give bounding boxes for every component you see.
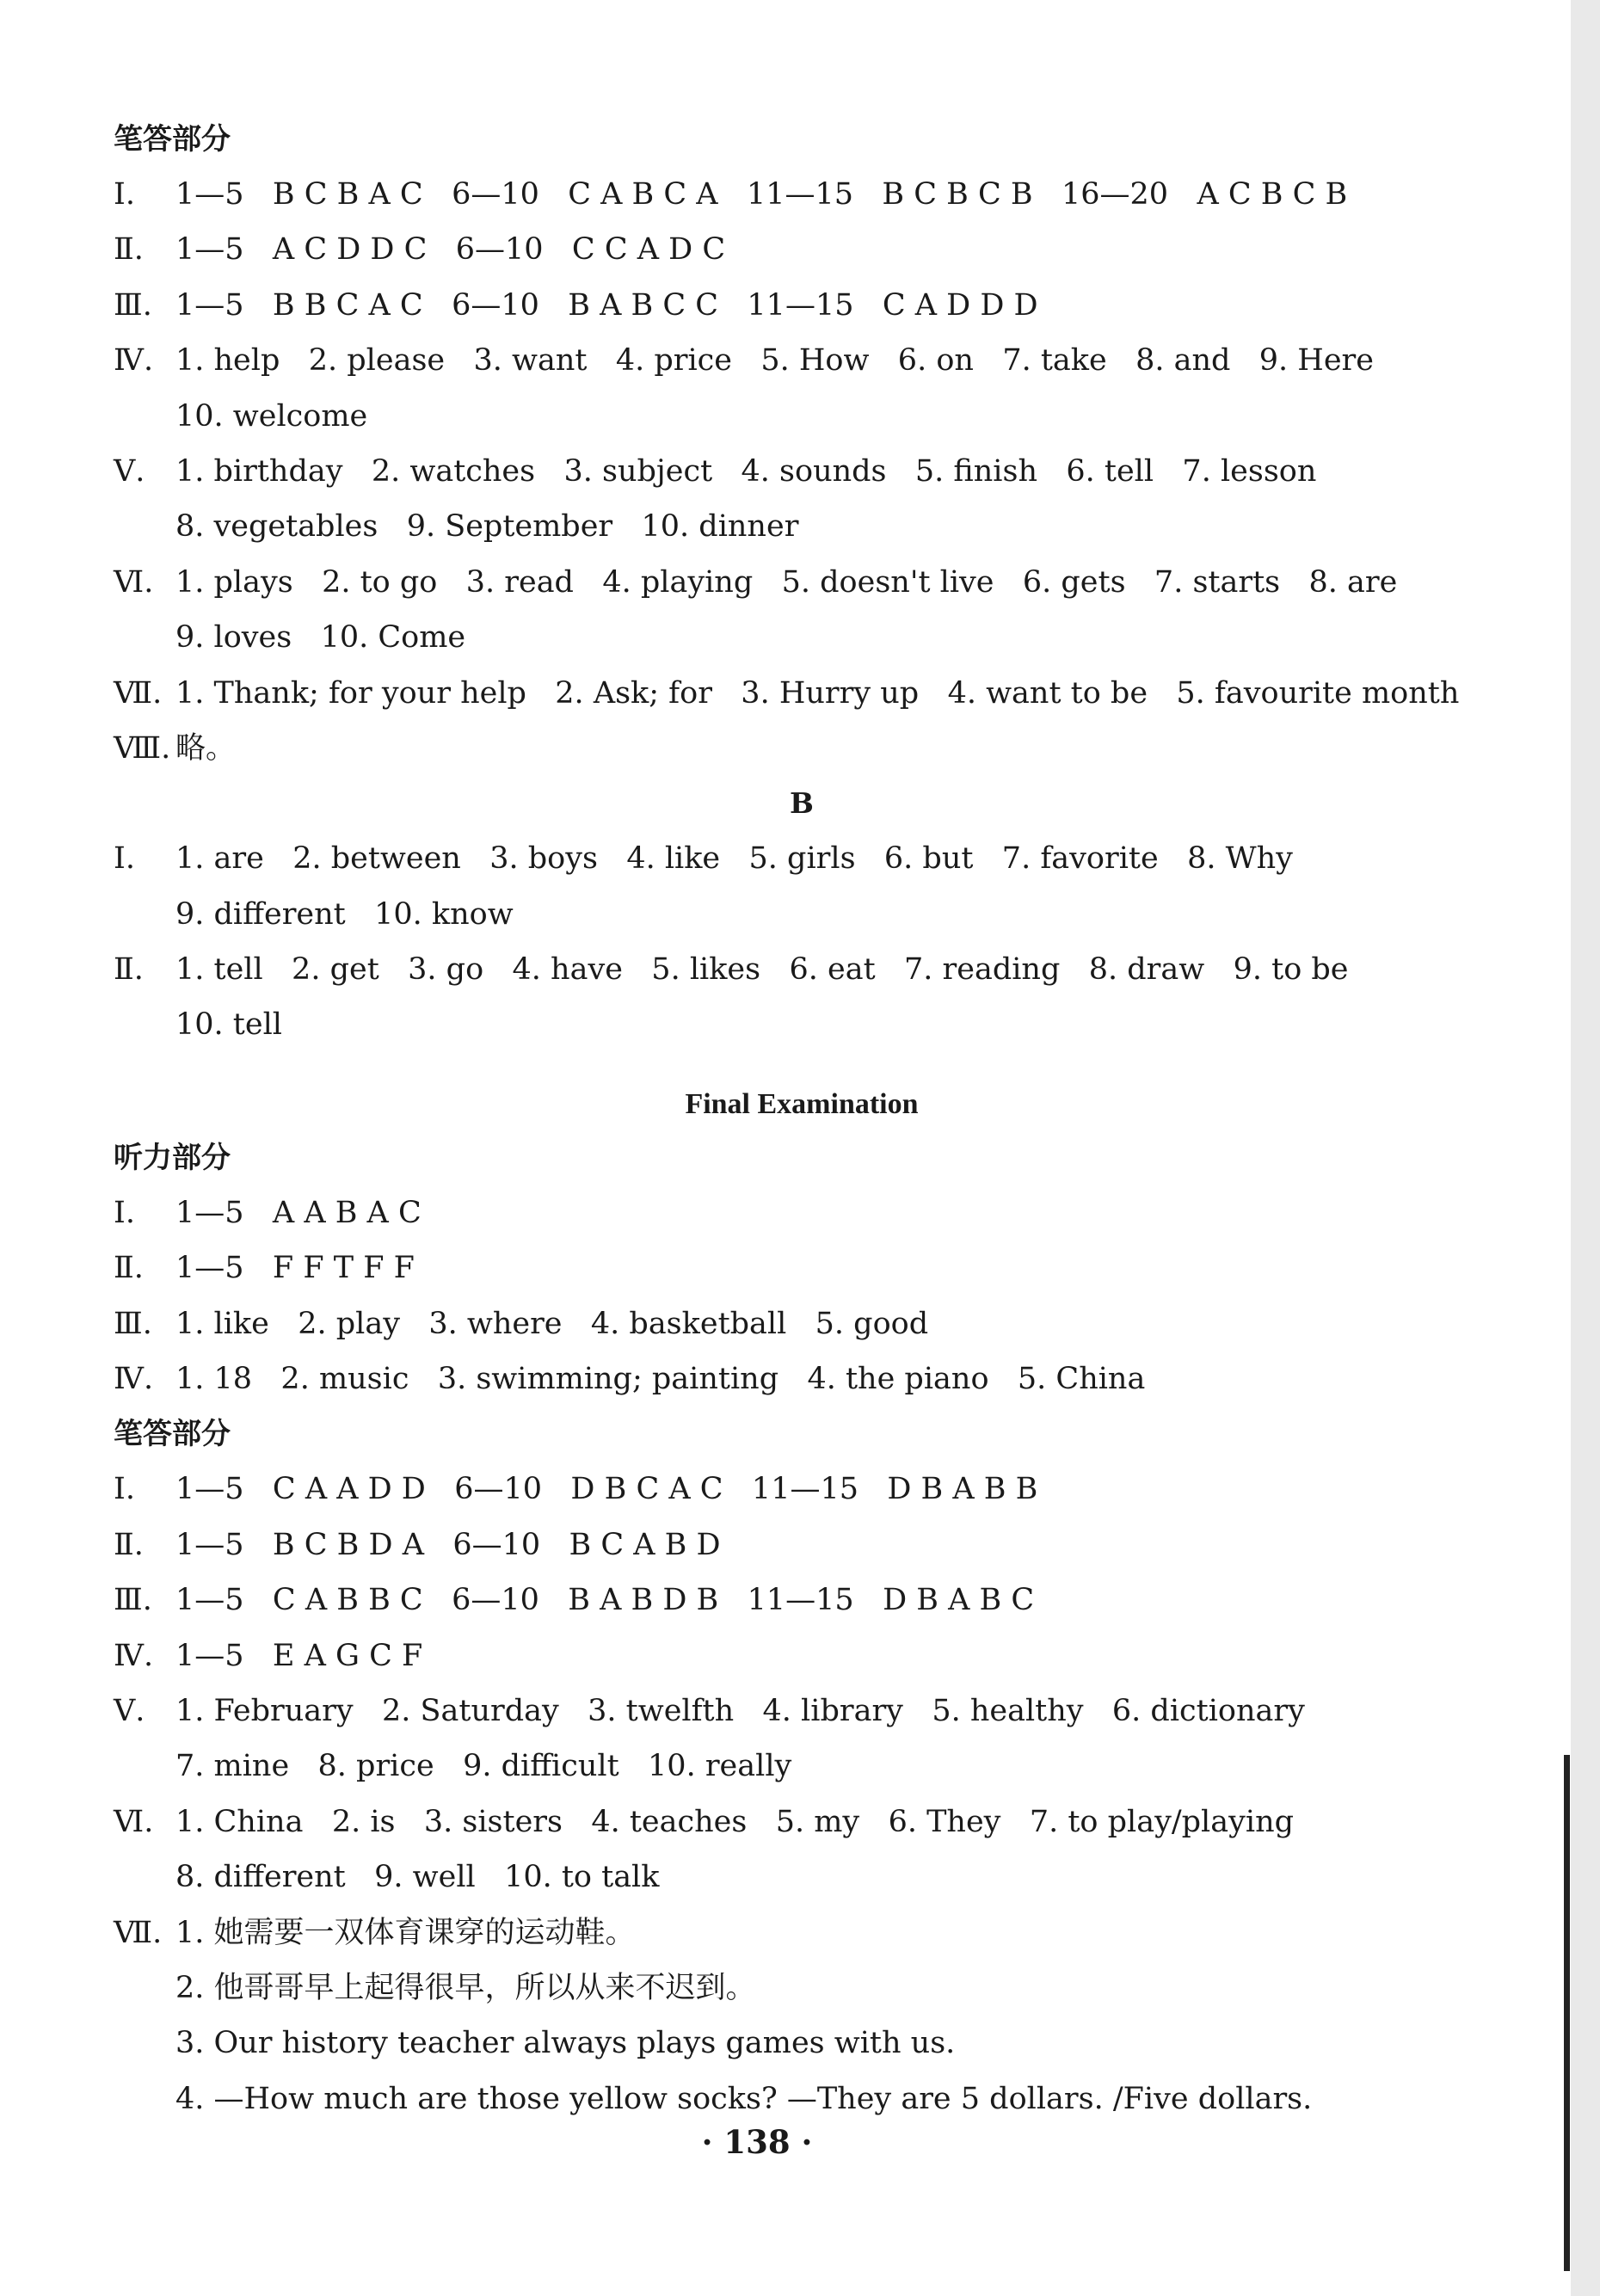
question-numeral: Ⅲ. — [114, 287, 152, 323]
answer-text: 1. Thank; for your help 2. Ask; for 3. Hurry up 4. want to be 5. favourite month — [175, 675, 1460, 711]
page-number: · 138 · — [701, 2123, 813, 2161]
answer-line-continued: 2. 他哥哥早上起得很早，所以从来不迟到。 — [175, 1970, 756, 2005]
answer-line-continued: 8. vegetables 9. September 10. dinner — [175, 509, 799, 545]
question-numeral: Ⅳ. — [114, 1638, 154, 1673]
section-heading: 笔答部分 — [114, 1417, 231, 1452]
answer-text: 1. plays 2. to go 3. read 4. playing 5. doesn't live 6. gets 7. starts 8. are — [175, 564, 1398, 600]
question-numeral: Ⅱ. — [114, 952, 144, 988]
answer-line — [114, 1296, 1524, 1351]
answer-text: 1—5 E A G C F — [175, 1638, 423, 1673]
question-numeral: Ⅴ. — [114, 1693, 145, 1728]
question-numeral: Ⅶ. — [114, 675, 163, 711]
answer-text: 1. like 2. play 3. where 4. basketball 5. good — [175, 1306, 929, 1341]
answer-text: 1. help 2. please 3. want 4. price 5. How 6. on 7. take 8. and 9. Here — [175, 343, 1374, 379]
answer-line — [114, 444, 1524, 499]
answer-text: 1—5 B B C A C 6—10 B A B C C 11—15 C A D D D — [175, 287, 1038, 323]
question-numeral: Ⅶ. — [114, 1915, 163, 1950]
page-edge-shadow — [1571, 0, 1600, 2296]
answer-line-continued: 8. different 9. well 10. to talk — [175, 1860, 660, 1895]
question-numeral: Ⅰ. — [114, 177, 135, 212]
question-numeral: Ⅰ. — [114, 841, 135, 877]
answer-line-continued: 10. tell — [175, 1007, 282, 1043]
answer-line — [114, 831, 1524, 886]
answer-line — [114, 1462, 1524, 1517]
answer-text: 1. February 2. Saturday 3. twelfth 4. library 5. healthy 6. dictionary — [175, 1693, 1305, 1728]
answer-text: 1—5 A A B A C — [175, 1195, 422, 1230]
answer-line — [114, 222, 1524, 277]
answer-line — [114, 721, 1524, 776]
answer-line — [114, 333, 1524, 388]
answer-content — [114, 112, 1524, 2127]
answer-text: 1—5 B C B A C 6—10 C A B C A 11—15 B C B C B 16—20 A C B C B — [175, 177, 1348, 212]
answer-line — [114, 942, 1524, 997]
question-numeral: Ⅳ. — [114, 1362, 154, 1397]
answer-line — [114, 666, 1524, 721]
answer-line — [114, 1517, 1524, 1573]
answer-text: 1—5 C A B B C 6—10 B A B D B 11—15 D B A B C — [175, 1583, 1035, 1618]
answer-line — [114, 1351, 1524, 1407]
answer-text: 略。 — [175, 730, 237, 766]
answer-text: 1. 她需要一双体育课穿的运动鞋。 — [175, 1915, 636, 1950]
answer-text: 1. tell 2. get 3. go 4. have 5. likes 6. eat 7. reading 8. draw 9. to be — [175, 952, 1349, 988]
question-numeral: Ⅳ. — [114, 343, 154, 379]
part-title: B — [790, 786, 814, 821]
question-numeral: Ⅲ. — [114, 1306, 152, 1341]
question-numeral: Ⅷ. — [114, 730, 171, 766]
answer-line — [114, 1185, 1524, 1240]
answer-line-continued: 9. loves 10. Come — [175, 620, 466, 656]
question-numeral: Ⅵ. — [114, 1804, 154, 1839]
question-numeral: Ⅰ. — [114, 1195, 135, 1230]
question-numeral: Ⅱ. — [114, 1251, 144, 1286]
answer-line — [114, 1628, 1524, 1684]
answer-line — [114, 278, 1524, 333]
exam-title: Final Examination — [685, 1087, 919, 1120]
answer-line — [114, 1573, 1524, 1628]
question-numeral: Ⅱ. — [114, 1527, 144, 1562]
answer-text: 1. birthday 2. watches 3. subject 4. sounds 5. finish 6. tell 7. lesson — [175, 453, 1317, 489]
answer-line — [114, 555, 1524, 610]
answer-line — [114, 1905, 1524, 1961]
scan-edge-line — [1564, 1755, 1570, 2271]
answer-line-continued: 9. different 10. know — [175, 896, 514, 932]
question-numeral: Ⅲ. — [114, 1583, 152, 1618]
question-numeral: Ⅴ. — [114, 453, 145, 489]
question-numeral: Ⅵ. — [114, 564, 154, 600]
answer-text: 1. 18 2. music 3. swimming; painting 4. the piano 5. China — [175, 1362, 1146, 1397]
answer-text: 1. China 2. is 3. sisters 4. teaches 5. my 6. They 7. to play/playing — [175, 1804, 1295, 1839]
answer-line-continued: 7. mine 8. price 9. difficult 10. really — [175, 1749, 792, 1784]
answer-line-continued: 10. welcome — [175, 398, 368, 434]
answer-text: 1—5 F F T F F — [175, 1251, 415, 1286]
answer-text: 1—5 A C D D C 6—10 C C A D C — [175, 232, 726, 268]
answer-line — [114, 167, 1524, 222]
answer-text: 1—5 C A A D D 6—10 D B C A C 11—15 D B A B B — [175, 1472, 1038, 1507]
question-numeral: Ⅱ. — [114, 232, 144, 268]
question-numeral: Ⅰ. — [114, 1472, 135, 1507]
answer-line-continued: 3. Our history teacher always plays games with us. — [175, 2026, 956, 2061]
answer-text: 1. are 2. between 3. boys 4. like 5. girls 6. but 7. favorite 8. Why — [175, 841, 1293, 877]
answer-text: 1—5 B C B D A 6—10 B C A B D — [175, 1527, 721, 1562]
section-heading: 笔答部分 — [114, 122, 231, 157]
section-heading: 听力部分 — [114, 1140, 231, 1175]
answer-line — [114, 1794, 1524, 1850]
answer-line — [114, 1240, 1524, 1296]
answer-line-continued: 4. —How much are those yellow socks? —They are 5 dollars. /Five dollars. — [175, 2081, 1313, 2116]
answer-line — [114, 1684, 1524, 1739]
